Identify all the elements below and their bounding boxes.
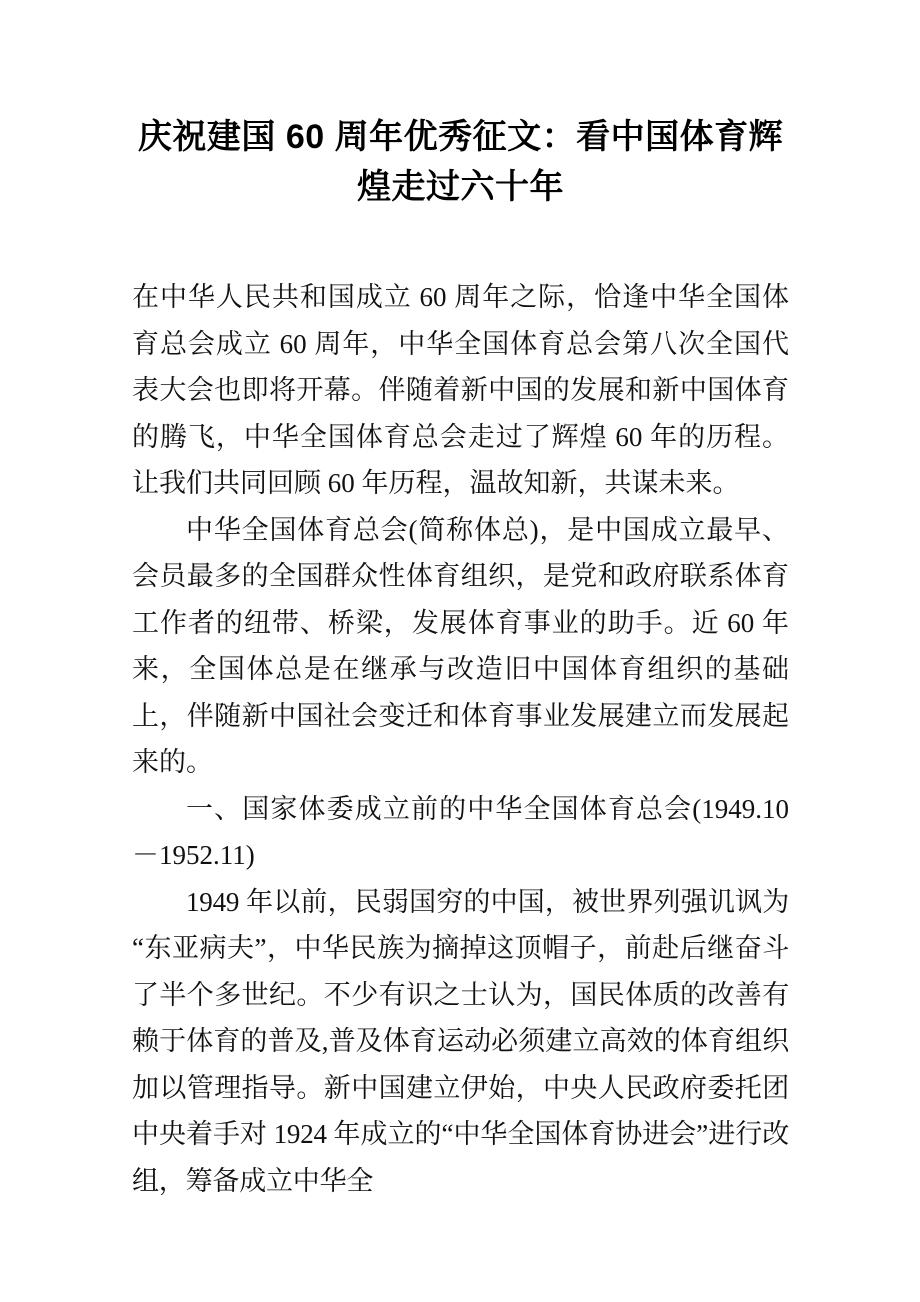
section-heading-one: 一、国家体委成立前的中华全国体育总会(1949.10－1952.11)	[132, 793, 789, 870]
paragraph-overview: 中华全国体育总会(简称体总)，是中国成立最早、会员最多的全国群众性体育组织，是党和政府联系体育工作者的纽带、桥梁，发展体育事业的助手。近 60 年来，全国体总是在继承与改造旧中国体育组织的基础上，伴随新中国社会变迁和体育事业发展建立而发展起来的。	[132, 514, 789, 777]
paragraph-history: 1949 年以前，民弱国穷的中国，被世界列强讥讽为“东亚病夫”，中华民族为摘掉这顶帽子，前赴后继奋斗了半个多世纪。不少有识之士认为，国民体质的改善有赖于体育的普及,普及体育运动必须建立高效的体育组织加以管理指导。新中国建立伊始，中央人民政府委托团中央着手对 1924 年成立的“中华全国体育协进会”进行改组，筹备成立中华全	[132, 886, 789, 1196]
document-body	[132, 0, 789, 1204]
page-title: 庆祝建国 60 周年优秀征文：看中国体育辉煌走过六十年	[137, 118, 784, 206]
paragraph-intro: 在中华人民共和国成立 60 周年之际，恰逢中华全国体育总会成立 60 周年，中华全国体育总会第八次全国代表大会也即将开幕。伴随着新中国的发展和新中国体育的腾飞，中华全国体育总会走过了辉煌 60 年的历程。让我们共同回顾 60 年历程，温故知新，共谋未来。	[132, 282, 789, 498]
